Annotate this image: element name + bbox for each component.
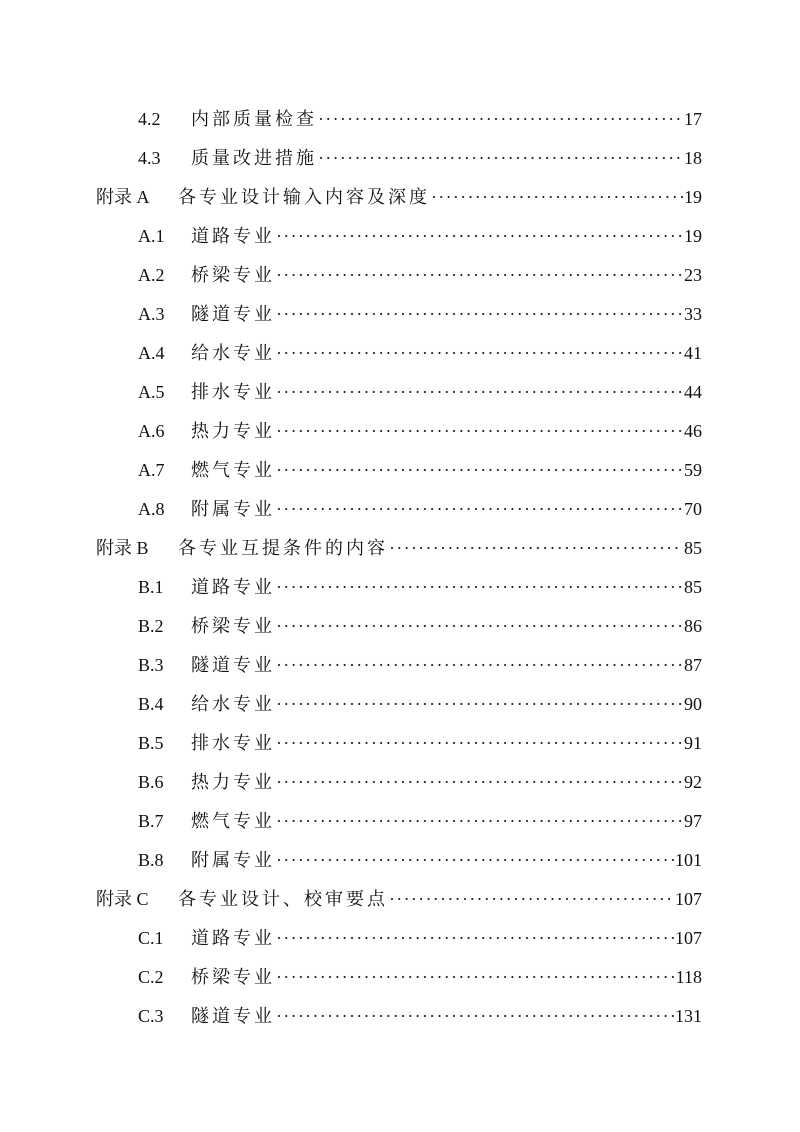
- entry-title: 道路专业: [191, 226, 275, 246]
- entry-number: A.7: [138, 460, 165, 480]
- entry-page: 87: [684, 655, 702, 675]
- entry-page: 90: [684, 694, 702, 714]
- toc-appendix-entry[interactable]: [96, 533, 702, 563]
- toc-entry[interactable]: [138, 299, 702, 329]
- entry-title: 排水专业: [191, 382, 275, 402]
- toc-entry[interactable]: [138, 806, 702, 836]
- entry-page: 91: [684, 733, 702, 753]
- entry-title: 内部质量检查: [191, 109, 317, 129]
- dot-leader: [276, 494, 683, 524]
- entry-number: A.5: [138, 382, 165, 402]
- entry-number: A.4: [138, 343, 165, 363]
- entry-page: 85: [684, 538, 702, 558]
- toc-entry[interactable]: [138, 494, 702, 524]
- toc-entry[interactable]: [138, 650, 702, 680]
- dot-leader: [276, 221, 683, 251]
- entry-page: 131: [675, 1006, 702, 1026]
- entry-title: 热力专业: [191, 421, 275, 441]
- toc-appendix-entry[interactable]: [96, 884, 702, 914]
- entry-page: 33: [684, 304, 702, 324]
- entry-number: B.8: [138, 850, 164, 870]
- entry-title: 桥梁专业: [191, 265, 275, 285]
- entry-page: 107: [675, 889, 702, 909]
- dot-leader: [276, 572, 683, 602]
- entry-number: A.2: [138, 265, 165, 285]
- entry-number: B.2: [138, 616, 164, 636]
- entry-number: C.1: [138, 928, 164, 948]
- entry-number: A.1: [138, 226, 165, 246]
- entry-title: 桥梁专业: [191, 616, 275, 636]
- dot-leader: [276, 260, 683, 290]
- dot-leader: [276, 416, 683, 446]
- dot-leader: [276, 923, 674, 953]
- toc-entry[interactable]: [138, 416, 702, 446]
- entry-title: 各专业互提条件的内容: [178, 538, 388, 558]
- entry-number: 附录 A: [96, 187, 150, 207]
- entry-number: B.5: [138, 733, 164, 753]
- entry-number: B.6: [138, 772, 164, 792]
- entry-title: 各专业设计输入内容及深度: [178, 187, 430, 207]
- entry-number: 附录 B: [96, 538, 149, 558]
- entry-number: A.8: [138, 499, 165, 519]
- entry-title: 道路专业: [191, 577, 275, 597]
- entry-number: B.3: [138, 655, 164, 675]
- entry-page: 70: [684, 499, 702, 519]
- entry-title: 隧道专业: [191, 304, 275, 324]
- toc-entry[interactable]: [138, 845, 702, 875]
- entry-page: 107: [675, 928, 702, 948]
- toc-entry[interactable]: [138, 572, 702, 602]
- dot-leader: [276, 650, 683, 680]
- toc-appendix-entry[interactable]: [96, 182, 702, 212]
- entry-page: 23: [684, 265, 702, 285]
- entry-title: 热力专业: [191, 772, 275, 792]
- dot-leader: [276, 689, 683, 719]
- entry-page: 19: [684, 187, 702, 207]
- entry-page: 41: [684, 343, 702, 363]
- entry-number: B.4: [138, 694, 164, 714]
- toc-entry[interactable]: [138, 728, 702, 758]
- entry-page: 86: [684, 616, 702, 636]
- dot-leader: [276, 1001, 674, 1031]
- entry-page: 59: [684, 460, 702, 480]
- dot-leader: [276, 728, 683, 758]
- entry-title: 燃气专业: [191, 811, 275, 831]
- dot-leader: [389, 533, 683, 563]
- entry-page: 118: [675, 967, 702, 987]
- toc-entry[interactable]: [138, 104, 702, 134]
- entry-title: 给水专业: [191, 343, 275, 363]
- entry-page: 92: [684, 772, 702, 792]
- dot-leader: [276, 611, 683, 641]
- entry-page: 101: [675, 850, 702, 870]
- entry-title: 道路专业: [191, 928, 275, 948]
- entry-title: 桥梁专业: [191, 967, 275, 987]
- toc-entry[interactable]: [138, 260, 702, 290]
- toc-entry[interactable]: [138, 1001, 702, 1031]
- dot-leader: [276, 767, 683, 797]
- dot-leader: [431, 182, 683, 212]
- dot-leader: [276, 299, 683, 329]
- toc-entry[interactable]: [138, 455, 702, 485]
- entry-title: 附属专业: [191, 499, 275, 519]
- dot-leader: [276, 455, 683, 485]
- toc-entry[interactable]: [138, 338, 702, 368]
- entry-title: 附属专业: [191, 850, 275, 870]
- entry-number: A.3: [138, 304, 165, 324]
- entry-number: B.1: [138, 577, 164, 597]
- entry-number: C.3: [138, 1006, 164, 1026]
- entry-title: 隧道专业: [191, 655, 275, 675]
- toc-entry[interactable]: [138, 377, 702, 407]
- entry-number: 4.3: [138, 148, 161, 168]
- entry-title: 燃气专业: [191, 460, 275, 480]
- entry-page: 19: [684, 226, 702, 246]
- dot-leader: [276, 806, 683, 836]
- toc-entry[interactable]: [138, 923, 702, 953]
- entry-number: 附录 C: [96, 889, 149, 909]
- entry-number: C.2: [138, 967, 164, 987]
- toc-entry[interactable]: [138, 767, 702, 797]
- entry-title: 给水专业: [191, 694, 275, 714]
- dot-leader: [276, 962, 675, 992]
- dot-leader: [318, 143, 683, 173]
- entry-number: 4.2: [138, 109, 161, 129]
- toc-entry[interactable]: [138, 143, 702, 173]
- entry-page: 18: [684, 148, 702, 168]
- entry-title: 排水专业: [191, 733, 275, 753]
- dot-leader: [276, 338, 683, 368]
- entry-page: 44: [684, 382, 702, 402]
- entry-page: 17: [684, 109, 702, 129]
- entry-number: B.7: [138, 811, 164, 831]
- entry-title: 隧道专业: [191, 1006, 275, 1026]
- dot-leader: [276, 377, 683, 407]
- toc-entry[interactable]: [138, 221, 702, 251]
- entry-page: 97: [684, 811, 702, 831]
- toc-entry[interactable]: [138, 962, 702, 992]
- dot-leader: [276, 845, 674, 875]
- entry-title: 质量改进措施: [191, 148, 317, 168]
- entry-number: A.6: [138, 421, 165, 441]
- toc-entry[interactable]: [138, 611, 702, 641]
- toc-entry[interactable]: [138, 689, 702, 719]
- entry-title: 各专业设计、校审要点: [178, 889, 388, 909]
- entry-page: 46: [684, 421, 702, 441]
- dot-leader: [318, 104, 683, 134]
- entry-page: 85: [684, 577, 702, 597]
- dot-leader: [389, 884, 674, 914]
